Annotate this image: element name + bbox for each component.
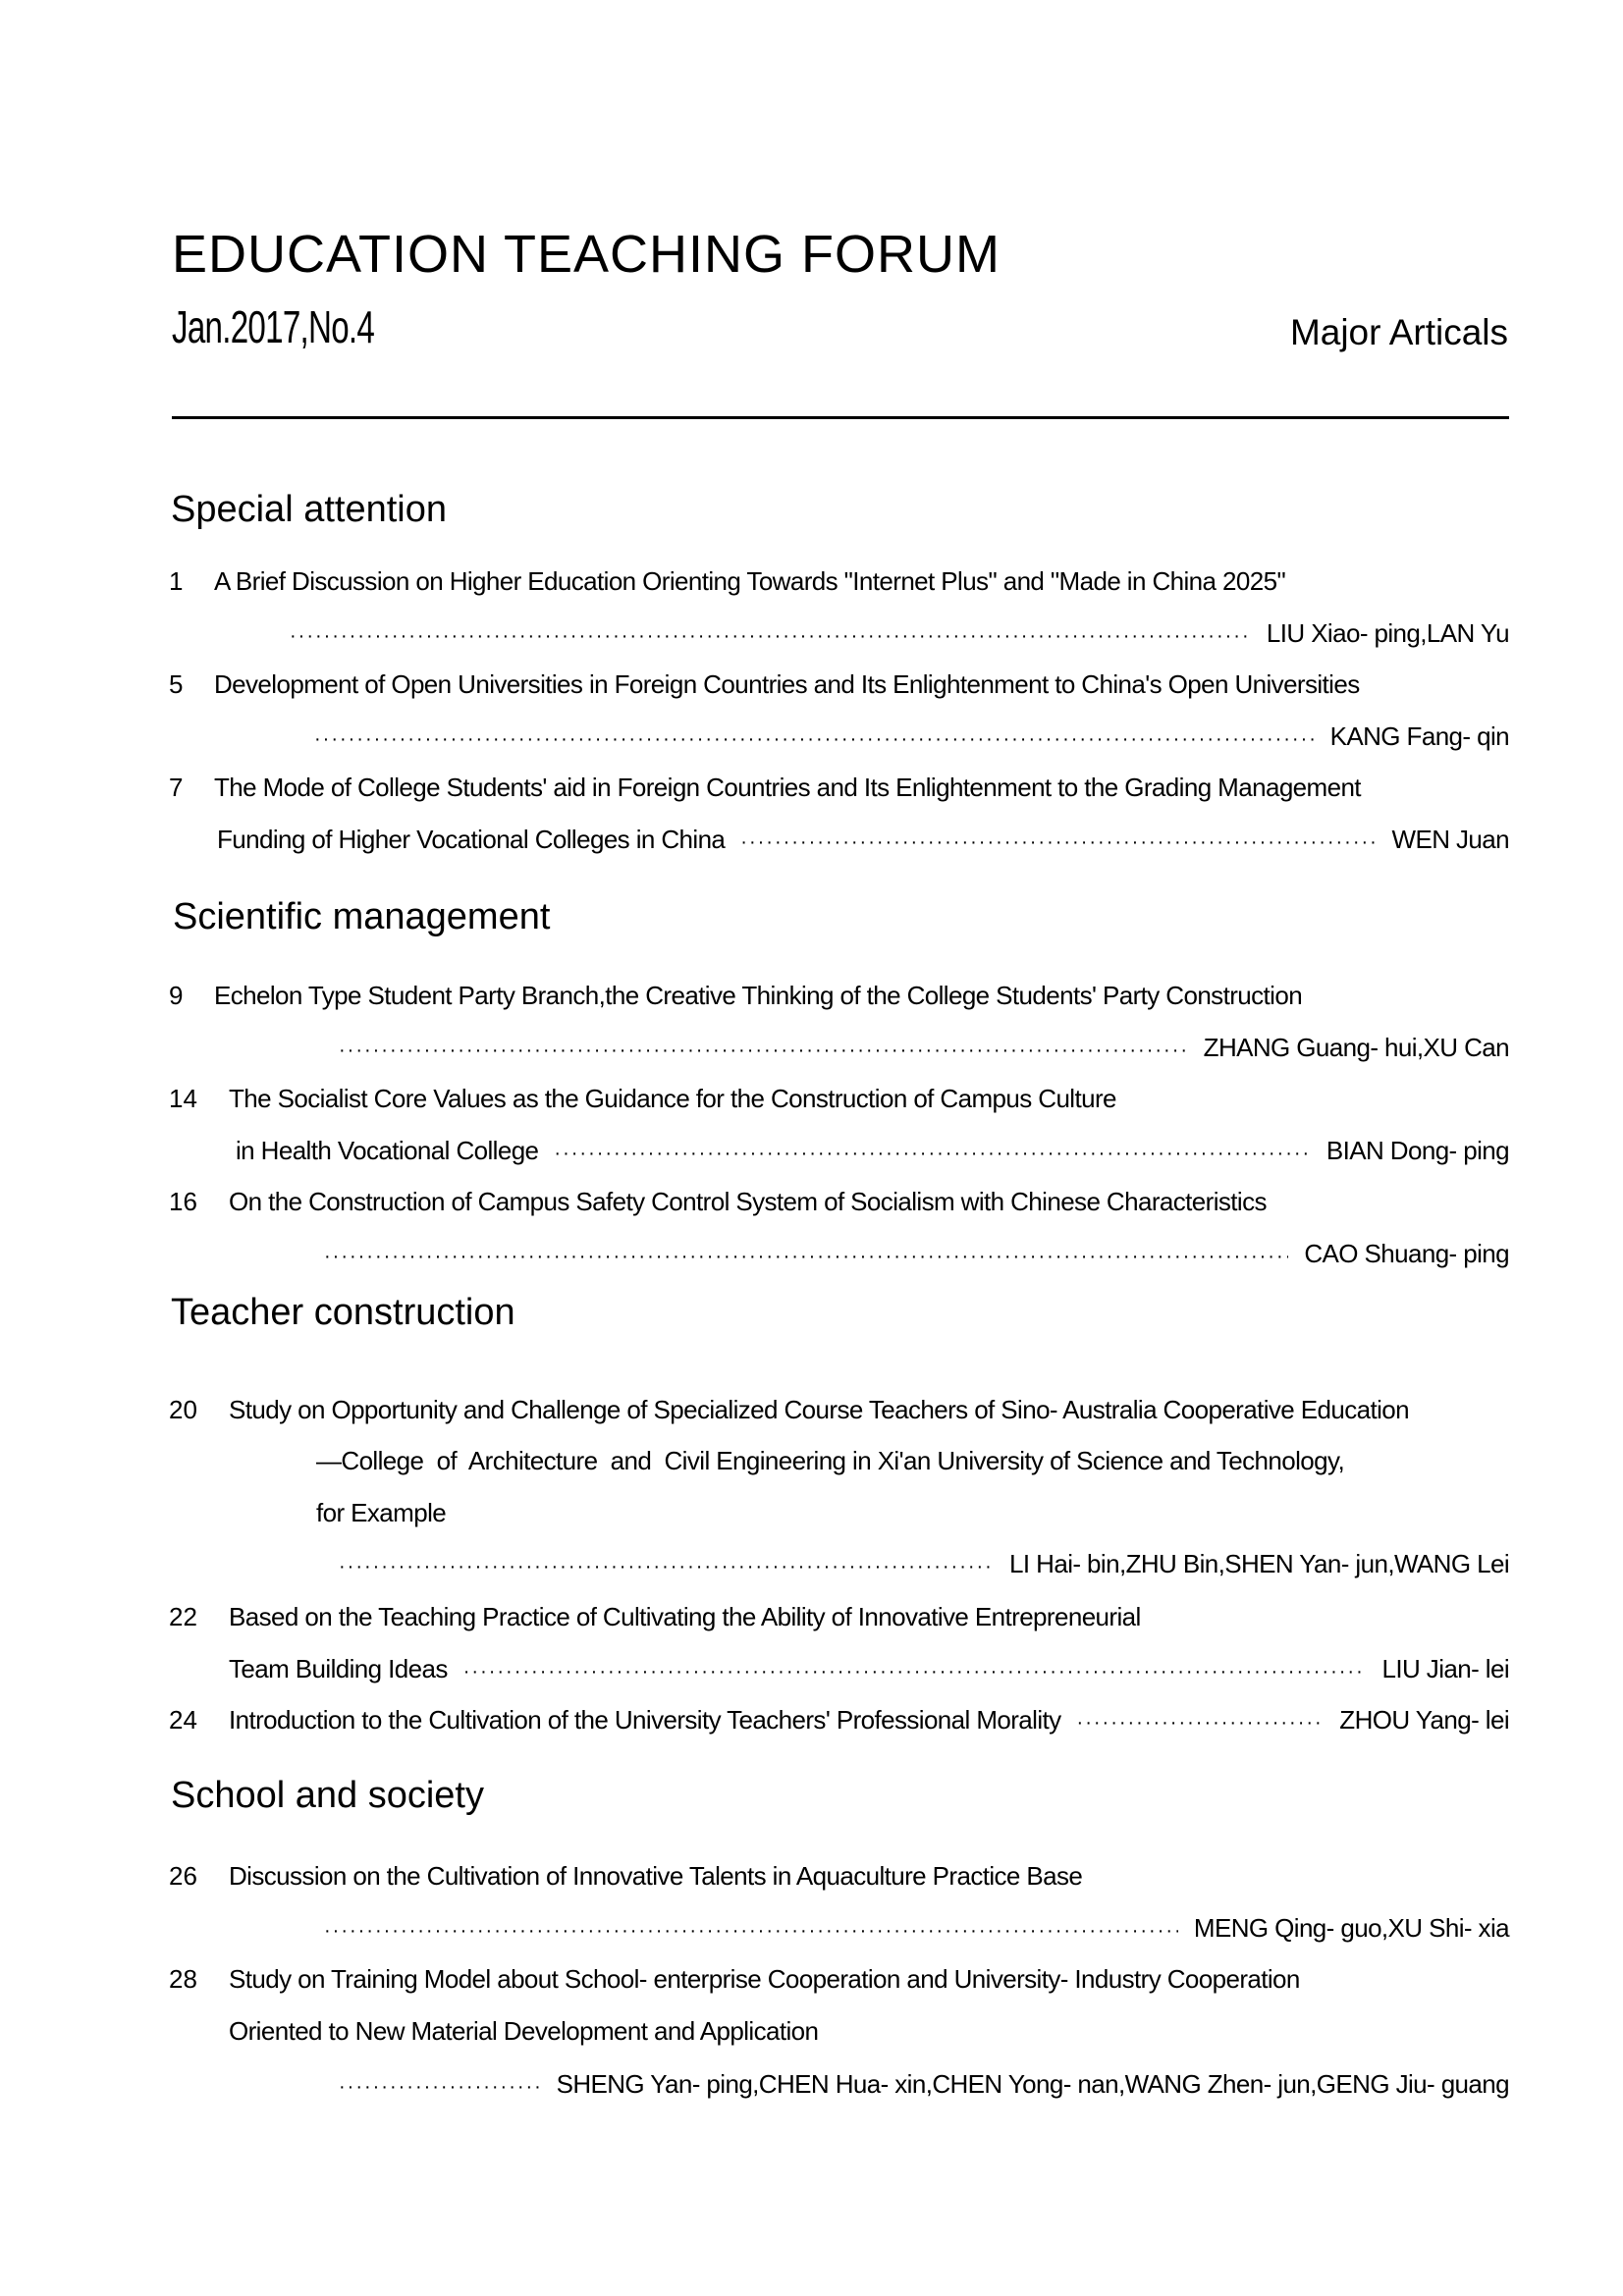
page-number: 16 bbox=[169, 1187, 197, 1216]
author-line bbox=[290, 618, 1509, 658]
author-line bbox=[229, 1654, 1509, 1693]
entry-title-row bbox=[229, 1861, 1509, 1900]
section-heading-teacher-construction: Teacher construction bbox=[171, 1292, 515, 1333]
entry-title: The Mode of College Students' aid in Foreign Countries and Its Enlightenment to the Grading Management bbox=[214, 773, 1361, 802]
entry-title-row bbox=[214, 669, 1509, 709]
entry-authors: LIU Xiao- ping,LAN Yu bbox=[1266, 618, 1509, 648]
entry-authors: CAO Shuang- ping bbox=[1304, 1239, 1509, 1268]
entry-title-row bbox=[229, 1602, 1509, 1641]
entry-title-continued: Team Building Ideas bbox=[229, 1654, 448, 1683]
header-divider bbox=[172, 416, 1509, 419]
dot-leader bbox=[290, 625, 1251, 648]
entry-title-row bbox=[214, 981, 1509, 1020]
entry-title-continued: Oriented to New Material Development and Application bbox=[229, 2016, 819, 2046]
entry-title-continued: for Example bbox=[316, 1498, 447, 1527]
entry-title-continued: in Health Vocational College bbox=[236, 1136, 539, 1165]
entry-title: A Brief Discussion on Higher Education Orienting Towards "Internet Plus" and "Made in China 2025" bbox=[214, 566, 1286, 596]
entry-title-row bbox=[229, 2016, 1509, 2056]
entry-title: Introduction to the Cultivation of the University Teachers' Professional Morality bbox=[229, 1705, 1061, 1735]
section-heading-special-attention: Special attention bbox=[171, 489, 447, 530]
page-number: 28 bbox=[169, 1964, 197, 1994]
dot-leader bbox=[324, 1920, 1178, 1943]
entry-authors: SHENG Yan- ping,CHEN Hua- xin,CHEN Yong- nan,WANG Zhen- jun,GENG Jiu- guang bbox=[556, 2069, 1509, 2099]
page-number: 5 bbox=[169, 669, 184, 699]
entry-title-row bbox=[214, 773, 1509, 812]
author-line bbox=[314, 721, 1509, 761]
entry-title-continued: —College of Architecture and Civil Engineering in Xi'an University of Science and Technology, bbox=[316, 1446, 1345, 1475]
entry-title: Based on the Teaching Practice of Cultivating the Ability of Innovative Entrepreneurial bbox=[229, 1602, 1141, 1631]
author-line bbox=[217, 825, 1509, 864]
page-number: 1 bbox=[169, 566, 184, 596]
author-line bbox=[324, 1913, 1509, 1952]
entry-title-row bbox=[229, 1187, 1509, 1226]
entry-title-row bbox=[229, 1084, 1509, 1123]
entry-title-row bbox=[229, 1964, 1509, 2003]
entry-authors: ZHANG Guang- hui,XU Can bbox=[1203, 1033, 1509, 1062]
page-number: 24 bbox=[169, 1705, 197, 1735]
dot-leader bbox=[339, 2076, 541, 2099]
entry-title: Study on Opportunity and Challenge of Specialized Course Teachers of Sino- Australia Cooperative Education bbox=[229, 1395, 1410, 1424]
entry-authors: LI Hai- bin,ZHU Bin,SHEN Yan- jun,WANG Lei bbox=[1009, 1549, 1509, 1578]
page-number: 22 bbox=[169, 1602, 197, 1631]
entry-title-row bbox=[214, 566, 1509, 606]
dot-leader bbox=[339, 1040, 1188, 1062]
author-line bbox=[229, 1705, 1509, 1744]
section-heading-school-and-society: School and society bbox=[171, 1775, 484, 1816]
dot-leader bbox=[314, 728, 1315, 751]
author-line bbox=[324, 1239, 1509, 1278]
dot-leader bbox=[463, 1661, 1367, 1683]
entry-title-row bbox=[316, 1446, 1509, 1485]
page-number: 20 bbox=[169, 1395, 197, 1424]
entry-authors: LIU Jian- lei bbox=[1381, 1654, 1509, 1683]
page-number: 9 bbox=[169, 981, 184, 1010]
entry-title: Development of Open Universities in Foreign Countries and Its Enlightenment to China's Open Universities bbox=[214, 669, 1360, 699]
author-line bbox=[339, 2069, 1509, 2109]
dot-leader bbox=[554, 1143, 1310, 1165]
entry-authors: MENG Qing- guo,XU Shi- xia bbox=[1193, 1913, 1509, 1943]
entry-authors: ZHOU Yang- lei bbox=[1339, 1705, 1509, 1735]
author-line bbox=[236, 1136, 1509, 1175]
page-number: 7 bbox=[169, 773, 184, 802]
journal-title: EDUCATION TEACHING FORUM bbox=[172, 225, 1001, 284]
author-line bbox=[339, 1033, 1509, 1072]
dot-leader bbox=[740, 831, 1376, 854]
section-heading-scientific-management: Scientific management bbox=[173, 896, 551, 937]
dot-leader bbox=[324, 1246, 1288, 1268]
entry-title: Echelon Type Student Party Branch,the Creative Thinking of the College Students' Party Construction bbox=[214, 981, 1303, 1010]
author-line bbox=[339, 1549, 1509, 1588]
entry-authors: WEN Juan bbox=[1391, 825, 1509, 854]
issue-number: Jan.2017,No.4 bbox=[172, 301, 375, 352]
page-number: 26 bbox=[169, 1861, 197, 1891]
entry-title-continued: Funding of Higher Vocational Colleges in China bbox=[217, 825, 726, 854]
entry-title: Discussion on the Cultivation of Innovative Talents in Aquaculture Practice Base bbox=[229, 1861, 1083, 1891]
dot-leader bbox=[339, 1556, 994, 1578]
entry-title: The Socialist Core Values as the Guidance for the Construction of Campus Culture bbox=[229, 1084, 1116, 1113]
section-label: Major Articals bbox=[1289, 312, 1508, 352]
entry-authors: KANG Fang- qin bbox=[1329, 721, 1509, 751]
page-number: 14 bbox=[169, 1084, 197, 1113]
entry-title: Study on Training Model about School- enterprise Cooperation and University- Industry Cooperation bbox=[229, 1964, 1300, 1994]
entry-title: On the Construction of Campus Safety Control System of Socialism with Chinese Characteristics bbox=[229, 1187, 1267, 1216]
entry-title-row bbox=[229, 1395, 1509, 1434]
dot-leader bbox=[1077, 1712, 1325, 1735]
entry-authors: BIAN Dong- ping bbox=[1325, 1136, 1509, 1165]
entry-title-row bbox=[316, 1498, 1509, 1537]
